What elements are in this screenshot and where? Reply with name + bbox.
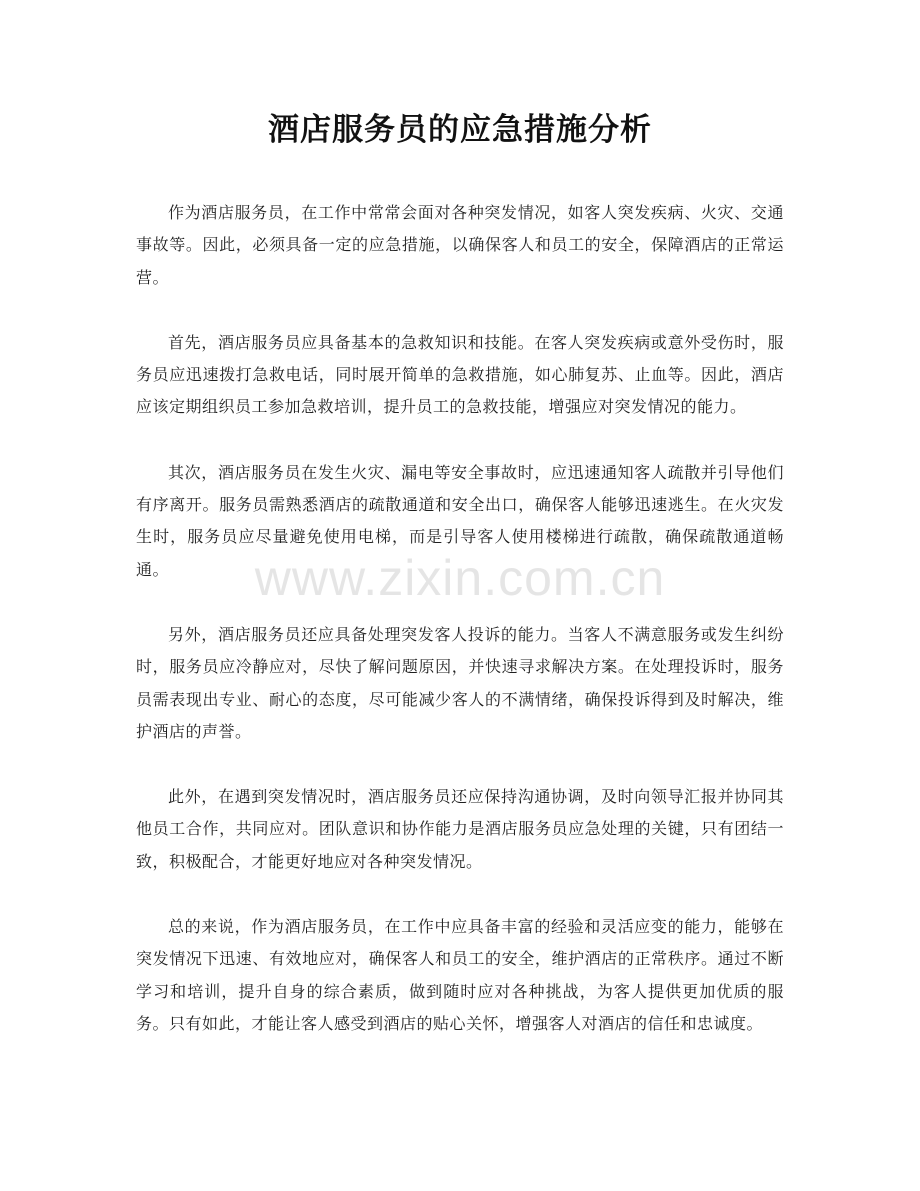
document-title: 酒店服务员的应急措施分析: [268, 112, 652, 148]
paragraph-summary: 总的来说，作为酒店服务员，在工作中应具备丰富的经验和灵活应变的能力，能够在突发情况下迅速、有效地应对，确保客人和员工的安全，维护酒店的正常秩序。通过不断学习和培训，提升自身的综合素质，做到随时应对各种挑战，为客人提供更加优质的服务。只有如此，才能让客人感受到酒店的贴心关怀，增强客人对酒店的信任和忠诚度。: [136, 917, 784, 1033]
paragraph-fire-safety: 其次，酒店服务员在发生火灾、漏电等安全事故时，应迅速通知客人疏散并引导他们有序离开。服务员需熟悉酒店的疏散通道和安全出口，确保客人能够迅速逃生。在火灾发生时，服务员应尽量避免使用电梯，而是引导客人使用楼梯进行疏散，确保疏散通道畅通。: [136, 462, 784, 579]
watermark-text: www.zixin.com.cn: [254, 550, 666, 606]
paragraph-first-aid: 首先，酒店服务员应具备基本的急救知识和技能。在客人突发疾病或意外受伤时，服务员应迅速拨打急救电话，同时展开简单的急救措施，如心肺复苏、止血等。因此，酒店应该定期组织员工参加急救培训，提升员工的急救技能，增强应对突发情况的能力。: [136, 332, 784, 417]
paragraph-coordination: 此外，在遇到突发情况时，酒店服务员还应保持沟通协调，及时向领导汇报并协同其他员工合作，共同应对。团队意识和协作能力是酒店服务员应急处理的关键，只有团结一致，积极配合，才能更好地应对各种突发情况。: [136, 787, 784, 871]
paragraph-complaints: 另外，酒店服务员还应具备处理突发客人投诉的能力。当客人不满意服务或发生纠纷时，服务员应冷静应对，尽快了解问题原因，并快速寻求解决方案。在处理投诉时，服务员需表现出专业、耐心的态度，尽可能减少客人的不满情绪，确保投诉得到及时解决，维护酒店的声誉。: [136, 624, 784, 741]
paragraph-intro: 作为酒店服务员，在工作中常常会面对各种突发情况，如客人突发疾病、火灾、交通事故等。因此，必须具备一定的应急措施，以确保客人和员工的安全，保障酒店的正常运营。: [136, 203, 784, 287]
